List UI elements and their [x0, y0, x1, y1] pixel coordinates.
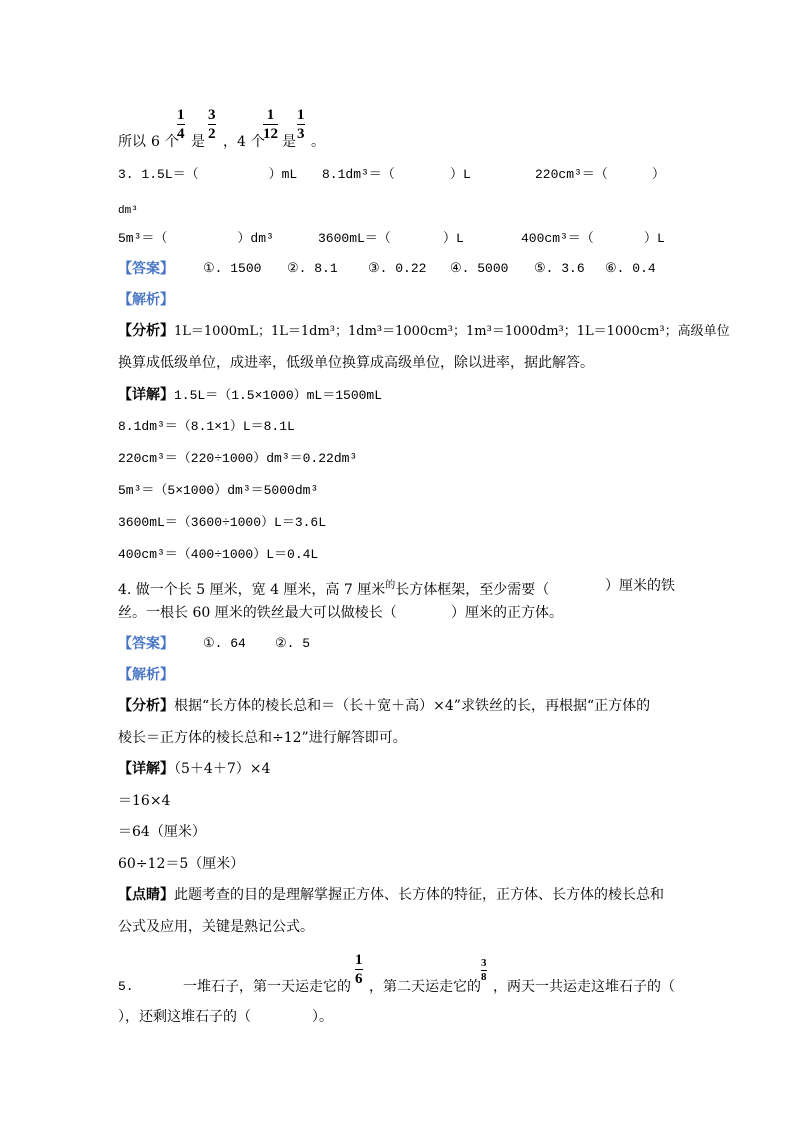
q3-unit3: dm³: [118, 205, 138, 217]
fraction-1-6: [355, 952, 363, 987]
answer-1: ①. 1500: [203, 261, 262, 276]
q3-step-5: 3600mL＝（3600÷1000）L＝3.6L: [118, 515, 327, 530]
q3-close3: ）: [652, 167, 666, 182]
q4-step-3: ＝64（厘米）: [118, 824, 206, 840]
q3-blank5: 3600mL＝（: [318, 231, 391, 246]
q3-answer: 【答案】: [118, 261, 174, 277]
q4-step-4: 60÷12＝5（厘米）: [118, 856, 245, 872]
q4-fenxi-1: 【分析】根据“长方体的棱长总和＝（长＋宽＋高）×4”求铁丝的长，再根据“正方体的: [118, 698, 651, 714]
q3-analysis-tag: 【解析】: [118, 292, 174, 308]
fraction-3-8: [481, 958, 487, 983]
q3-line1: 3. 1.5L＝（ ）mL: [118, 167, 298, 182]
answer-5: ⑤. 3.6: [534, 261, 585, 276]
q3-blank6: 400cm³＝（: [521, 231, 594, 246]
q5-num: 5.: [118, 979, 134, 994]
denominator: 3: [297, 126, 305, 143]
fraction-1-3: [297, 107, 305, 142]
numerator: 1: [266, 107, 275, 123]
answer-4: ④. 5000: [450, 261, 509, 276]
q3-step-4: 5m³＝（5×1000）dm³＝5000dm³: [118, 483, 319, 498]
fraction-1-12: [263, 107, 278, 142]
q5-part-a: 一堆石子，第一天运走它的: [183, 979, 351, 995]
denominator: 12: [263, 126, 278, 143]
q4-line2: 丝。一根长 60 厘米的铁丝最大可以做棱长（: [118, 605, 397, 621]
denominator: 8: [481, 971, 487, 984]
numerator: 1: [297, 107, 305, 123]
q3-fenxi-2: 换算成低级单位，成进率，低级单位换算成高级单位，除以进率，据此解答。: [118, 355, 594, 371]
shi-2: 是: [282, 134, 296, 150]
line1-text: 所以 6 个: [118, 134, 179, 150]
q3-blank3: 220cm³＝（: [535, 167, 608, 182]
q3-step-6: 400cm³＝（400÷1000）L＝0.4L: [118, 547, 319, 562]
denominator: 6: [355, 971, 363, 988]
q5-line2-end: ）。: [312, 1009, 333, 1025]
q4-answer: 【答案】: [118, 636, 174, 652]
q4-dianjing-1: 【点睛】此题考查的目的是理解掌握正方体、长方体的特征，正方体、长方体的棱长总和: [118, 887, 664, 903]
numerator: 3: [208, 107, 216, 123]
q5-line2: ），还剩这堆石子的（: [118, 1009, 251, 1025]
q3-line2: 5m³＝（ ）dm³: [118, 231, 274, 246]
period: 。: [311, 134, 325, 150]
q4-fenxi-2: 棱长＝正方体的棱长总和÷12”进行解答即可。: [118, 730, 407, 746]
numerator: 1: [177, 107, 185, 123]
q3-step-2: 8.1dm³＝（8.1×1）L＝8.1L: [118, 419, 295, 434]
q3-xiangjie: 【详解】1.5L＝（1.5×1000）mL＝1500mL: [118, 387, 383, 403]
q5-part-b: ，第二天运走它的: [369, 979, 481, 995]
q4-line1: 4. 做一个长 5 厘米，宽 4 厘米，高 7 厘米$^的$长方体框架，至少需要（: [118, 580, 550, 598]
q3-blank2: 8.1dm³＝（: [322, 167, 395, 182]
answer-3: ③. 0.22: [368, 261, 427, 276]
q4-step-2: ＝16×4: [118, 793, 171, 809]
q5-part-c: ，两天一共运走这堆石子的（: [493, 979, 675, 995]
q3-close2: ）L: [450, 167, 471, 182]
denominator: 2: [208, 126, 216, 143]
line1-mid: ，4 个: [223, 134, 265, 150]
denominator: 4: [177, 126, 185, 143]
q3-close6: ）L: [644, 231, 665, 246]
numerator: 1: [355, 952, 363, 968]
answer-6: ⑥. 0.4: [605, 261, 656, 276]
q4-answer-1: ①. 64: [203, 636, 246, 651]
q4-answer-2: ②. 5: [275, 636, 311, 651]
shi-1: 是: [191, 134, 205, 150]
answer-2: ②. 8.1: [287, 261, 338, 276]
q3-step-3: 220cm³＝（220÷1000）dm³＝0.22dm³: [118, 451, 358, 466]
q4-line1-end: ）厘米的铁: [605, 578, 675, 594]
fraction-3-2: [208, 107, 216, 142]
q4-dianjing-2: 公式及应用，关键是熟记公式。: [118, 919, 314, 935]
q4-line2-end: ）厘米的正方体。: [451, 605, 563, 621]
q4-xiangjie: 【详解】（5＋4＋7）×4: [118, 761, 271, 777]
numerator: 3: [481, 957, 487, 969]
q3-close5: ）L: [443, 231, 464, 246]
q4-analysis-tag: 【解析】: [118, 667, 174, 683]
q3-fenxi-1: 【分析】1L＝1000mL；1L＝1dm³；1dm³＝1000cm³；1m³＝1000dm³；1L＝1000cm³；高级单位: [118, 323, 730, 339]
